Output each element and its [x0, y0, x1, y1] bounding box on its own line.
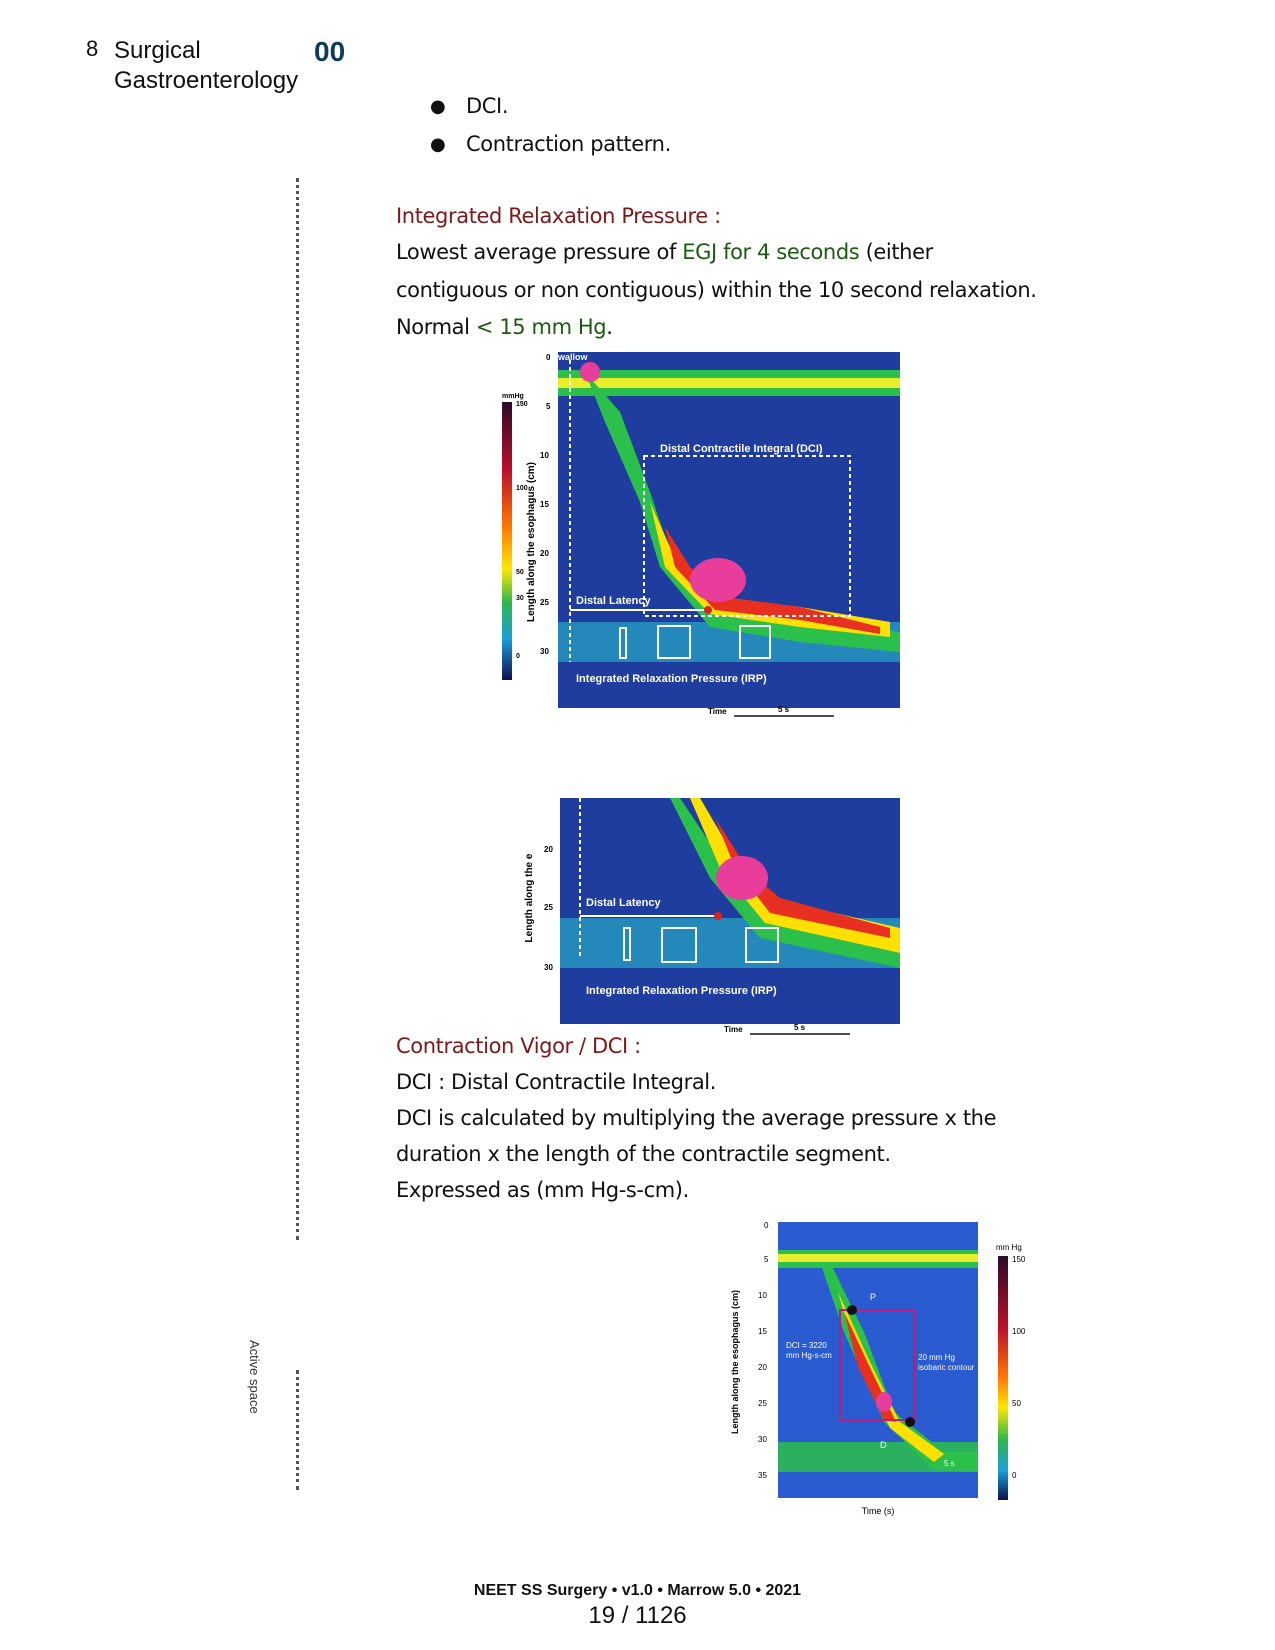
dci-line-2: DCI is calculated by multiplying the average pressure x the [396, 1106, 997, 1130]
colorbar-tick: 150 [516, 401, 528, 408]
chapter-title-line2: Gastroenterology [114, 67, 299, 94]
y-ticks [758, 1221, 769, 1480]
footer-info: NEET SS Surgery • v1.0 • Marrow 5.0 • 2021 [473, 1582, 802, 1599]
figure-hrm-1 [500, 352, 920, 750]
figure-hrm-3 [730, 1221, 1054, 1522]
irp-line-1c: (either [859, 240, 933, 264]
colorbar-tick: 100 [516, 485, 528, 492]
y-tick: 0 [764, 1221, 769, 1230]
y-tick: 30 [758, 1435, 767, 1444]
ues-peak [580, 362, 600, 382]
y-tick: 20 [758, 1363, 767, 1372]
bullet-text: DCI. [466, 94, 509, 118]
irp-normal-value: < 15 mm Hg [475, 315, 607, 339]
d-label: D [880, 1440, 887, 1450]
bullet-dot: ● [430, 134, 446, 155]
time-label: Time [708, 707, 727, 716]
colorbar-tick: 100 [1012, 1327, 1026, 1336]
cdp-point [714, 912, 722, 920]
p-label: P [870, 1292, 877, 1302]
irp-egj-text: EGJ for 4 seconds [682, 240, 860, 264]
y-axis-label: Length along the e [524, 853, 535, 943]
x-axis-label: Time (s) [861, 1506, 895, 1516]
d-point [905, 1417, 915, 1427]
colorbar-tick: 50 [516, 569, 524, 576]
irp-line-1a: Lowest average pressure of [396, 240, 683, 264]
y-tick: 15 [758, 1327, 767, 1336]
y-tick: 10 [540, 451, 549, 460]
irp-normal-label: Normal [396, 315, 476, 339]
contraction-peak [876, 1392, 892, 1412]
y-tick: 30 [544, 963, 553, 972]
colorbar-tick: 30 [516, 595, 524, 602]
y-tick: 25 [540, 598, 549, 607]
colorbar-unit: mmHg [502, 393, 524, 400]
y-tick: 5 [546, 402, 551, 411]
distal-latency-label: Distal Latency [586, 897, 661, 909]
margin-dotted-line [296, 178, 299, 1240]
y-tick: 5 [764, 1255, 769, 1264]
dci-line-4: Expressed as (mm Hg-s-cm). [396, 1178, 689, 1202]
y-tick: 15 [540, 500, 549, 509]
chapter-code: 00 [314, 36, 346, 67]
page-indicator: 19 / 1126 [588, 1602, 687, 1629]
ues-band-core [778, 1254, 978, 1262]
figure-hrm-2 [520, 798, 920, 1038]
margin-dotted-line [296, 1370, 299, 1490]
bullet-dot: ● [430, 96, 446, 117]
y-ticks [540, 353, 551, 656]
y-tick: 25 [544, 903, 553, 912]
colorbar-tick: 150 [1012, 1255, 1026, 1264]
ues-band-core [558, 378, 900, 388]
y-tick: 25 [758, 1399, 767, 1408]
colorbar [502, 402, 512, 680]
y-tick: 20 [540, 549, 549, 558]
chapter-title-line1: Surgical [114, 37, 201, 64]
colorbar-tick: 0 [516, 653, 520, 660]
time-scale-label: 5 s [778, 705, 790, 714]
cdp-point [704, 606, 712, 614]
colorbar-tick: 0 [1012, 1471, 1017, 1480]
y-tick: 30 [540, 647, 549, 656]
isobaric-line1: 20 mm Hg [918, 1353, 955, 1362]
irp-line-2: contiguous or non contiguous) within the 10 second relaxation. [396, 278, 1037, 302]
y-tick: 20 [544, 845, 553, 854]
dci-box-label: Distal Contractile Integral (DCI) [660, 443, 823, 455]
dci-heading: Contraction Vigor / DCI : [396, 1034, 641, 1058]
time-scale-label: 5 s [794, 1023, 806, 1032]
scale-label: 5 s [944, 1459, 955, 1468]
chapter-title [114, 36, 298, 96]
irp-label: Integrated Relaxation Pressure (IRP) [586, 985, 777, 997]
contraction-peak [716, 856, 768, 900]
y-tick: 0 [546, 353, 551, 362]
dci-value-line2: mm Hg-s-cm [786, 1351, 832, 1360]
contraction-peak [690, 558, 746, 602]
colorbar-tick: 50 [1012, 1399, 1021, 1408]
irp-line-3 [396, 315, 613, 339]
swallow-label: Swallow [552, 352, 588, 362]
irp-line-1 [396, 240, 933, 264]
dci-line-1: DCI : Distal Contractile Integral. [396, 1070, 717, 1094]
colorbar [998, 1256, 1008, 1500]
page-number: 8 [86, 36, 99, 61]
y-tick: 35 [758, 1471, 767, 1480]
y-axis-label: Length along the esophagus (cm) [526, 461, 537, 623]
colorbar-unit: mm Hg [996, 1243, 1022, 1252]
time-label: Time [724, 1025, 743, 1034]
y-tick: 10 [758, 1291, 767, 1300]
y-axis-label: Length along the esophagus (cm) [730, 1289, 740, 1435]
distal-latency-label: Distal Latency [576, 595, 651, 607]
active-space-label: Active space [247, 1340, 262, 1414]
irp-line-3c: . [606, 315, 613, 339]
bullet-text: Contraction pattern. [466, 132, 671, 156]
irp-label: Integrated Relaxation Pressure (IRP) [576, 673, 767, 685]
isobaric-line2: isobaric contour [918, 1363, 975, 1372]
dci-value-line1: DCI = 3220 [786, 1341, 827, 1350]
dci-line-3: duration x the length of the contractile segment. [396, 1142, 891, 1166]
p-point [847, 1305, 857, 1315]
irp-heading: Integrated Relaxation Pressure : [396, 204, 721, 228]
